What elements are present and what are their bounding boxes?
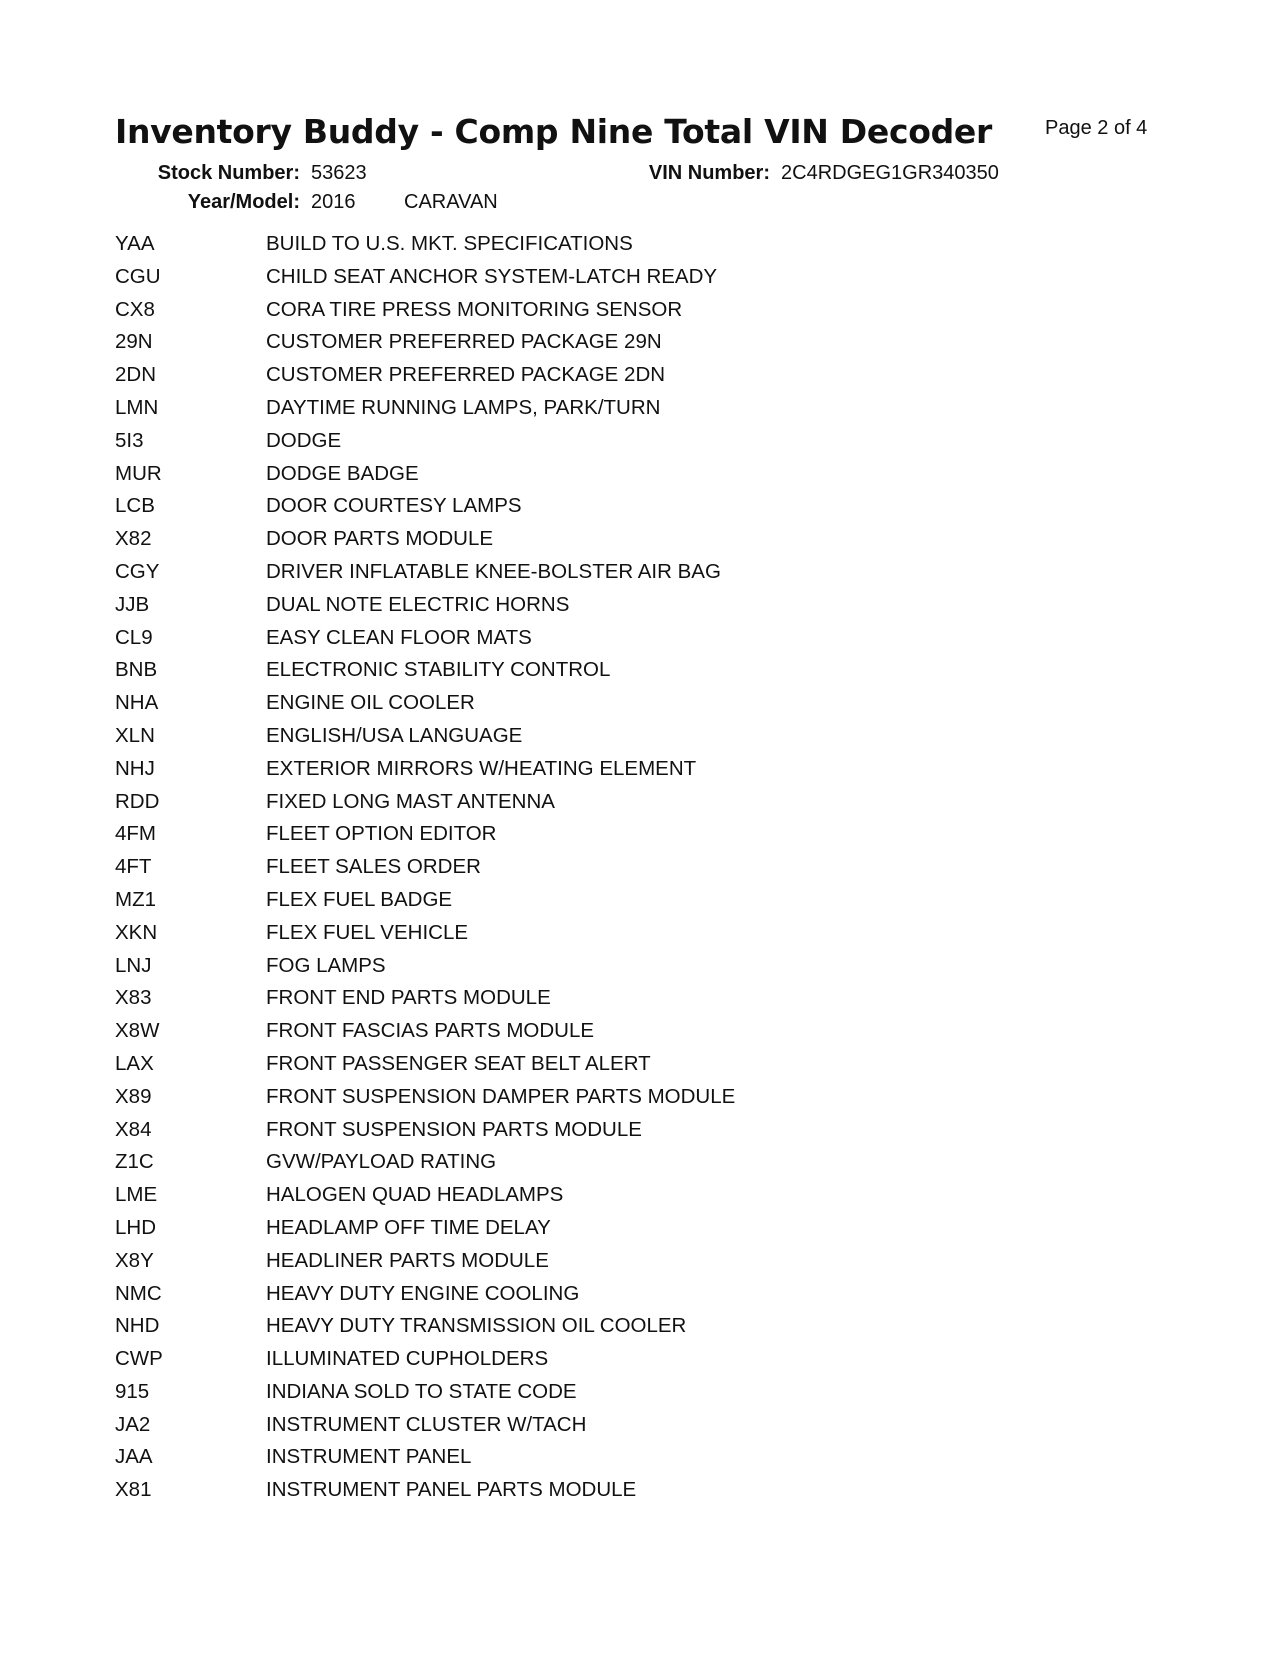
option-description: HEADLAMP OFF TIME DELAY <box>266 1215 551 1239</box>
option-row <box>115 589 1115 622</box>
option-row <box>115 1376 1115 1409</box>
option-description: FRONT SUSPENSION DAMPER PARTS MODULE <box>266 1084 736 1108</box>
option-description: INSTRUMENT PANEL PARTS MODULE <box>266 1478 637 1502</box>
option-code: 4FM <box>115 822 156 846</box>
option-row <box>115 294 1115 327</box>
option-code: NHD <box>115 1314 160 1338</box>
option-row <box>115 359 1115 392</box>
option-description: CUSTOMER PREFERRED PACKAGE 2DN <box>266 363 666 387</box>
option-code: NMC <box>115 1281 162 1305</box>
option-row <box>115 818 1115 851</box>
option-row <box>115 1409 1115 1442</box>
option-description: FLEET OPTION EDITOR <box>266 822 497 846</box>
option-code: BNB <box>115 658 158 682</box>
option-description: DAYTIME RUNNING LAMPS, PARK/TURN <box>266 395 661 419</box>
vin-number-label: VIN Number: <box>648 162 770 184</box>
option-description: CHILD SEAT ANCHOR SYSTEM-LATCH READY <box>266 264 718 288</box>
option-row <box>115 884 1115 917</box>
option-code: X83 <box>115 986 152 1010</box>
page-title: Inventory Buddy - Comp Nine Total VIN Decoder <box>115 112 992 151</box>
option-code: LCB <box>115 494 155 518</box>
option-row <box>115 1310 1115 1343</box>
option-description: DOOR COURTESY LAMPS <box>266 494 522 518</box>
option-row <box>115 326 1115 359</box>
option-row <box>115 917 1115 950</box>
option-description: DRIVER INFLATABLE KNEE-BOLSTER AIR BAG <box>266 559 721 583</box>
option-description: INSTRUMENT PANEL <box>266 1445 472 1469</box>
option-description: EASY CLEAN FLOOR MATS <box>266 625 532 649</box>
option-row <box>115 1474 1115 1507</box>
model-value: CARAVAN <box>404 191 498 213</box>
option-description: FRONT END PARTS MODULE <box>266 986 551 1010</box>
option-description: FLEX FUEL BADGE <box>266 887 453 911</box>
option-code: CGY <box>115 559 160 583</box>
option-row <box>115 490 1115 523</box>
option-code: X81 <box>115 1478 152 1502</box>
option-description: CORA TIRE PRESS MONITORING SENSOR <box>266 297 683 321</box>
option-description: BUILD TO U.S. MKT. SPECIFICATIONS <box>266 232 633 255</box>
option-row <box>115 1212 1115 1245</box>
option-description: FOG LAMPS <box>266 953 386 977</box>
option-row <box>115 1146 1115 1179</box>
option-code: XLN <box>115 723 155 747</box>
option-description: DOOR PARTS MODULE <box>266 527 494 551</box>
option-code: CL9 <box>115 625 153 649</box>
option-row <box>115 753 1115 786</box>
option-row <box>115 1081 1115 1114</box>
option-row <box>115 1245 1115 1278</box>
option-code: LMN <box>115 395 159 419</box>
option-row <box>115 1179 1115 1212</box>
option-row <box>115 1015 1115 1048</box>
option-description: FRONT PASSENGER SEAT BELT ALERT <box>266 1051 651 1075</box>
option-code: X82 <box>115 527 152 551</box>
option-row <box>115 1343 1115 1376</box>
stock-number-label: Stock Number: <box>157 162 300 184</box>
option-row <box>115 687 1115 720</box>
option-code: JA2 <box>115 1412 151 1436</box>
option-row <box>115 654 1115 687</box>
option-row <box>115 392 1115 425</box>
option-description: ILLUMINATED CUPHOLDERS <box>266 1347 549 1371</box>
option-description: INSTRUMENT CLUSTER W/TACH <box>266 1412 587 1436</box>
option-description: ELECTRONIC STABILITY CONTROL <box>266 658 611 682</box>
option-code: 5I3 <box>115 428 144 452</box>
option-description: ENGINE OIL COOLER <box>266 691 475 715</box>
option-description: FRONT SUSPENSION PARTS MODULE <box>266 1117 642 1141</box>
option-row <box>115 1048 1115 1081</box>
option-row <box>115 523 1115 556</box>
option-code: RDD <box>115 789 160 813</box>
option-description: FLEX FUEL VEHICLE <box>266 920 469 944</box>
option-code: 29N <box>115 330 153 354</box>
option-description: FIXED LONG MAST ANTENNA <box>266 789 555 813</box>
option-code: 2DN <box>115 363 157 387</box>
option-code: 915 <box>115 1379 150 1403</box>
option-row <box>115 720 1115 753</box>
option-code: MZ1 <box>115 887 156 911</box>
option-row <box>115 950 1115 983</box>
option-description: HALOGEN QUAD HEADLAMPS <box>266 1183 564 1207</box>
option-code: CX8 <box>115 297 155 321</box>
option-description: DODGE BADGE <box>266 461 419 485</box>
option-description: HEADLINER PARTS MODULE <box>266 1248 549 1272</box>
option-description: INDIANA SOLD TO STATE CODE <box>266 1379 577 1403</box>
option-row <box>115 851 1115 884</box>
option-code: LNJ <box>115 953 152 977</box>
option-code: JAA <box>115 1445 153 1469</box>
option-code: X89 <box>115 1084 152 1108</box>
option-code: MUR <box>115 461 162 485</box>
option-code: NHJ <box>115 756 155 780</box>
option-code: X8Y <box>115 1248 154 1272</box>
option-row <box>115 1278 1115 1311</box>
option-row <box>115 622 1115 655</box>
page-indicator: Page 2 of 4 <box>1045 117 1148 139</box>
stock-number-value: 53623 <box>311 162 367 184</box>
option-description: HEAVY DUTY TRANSMISSION OIL COOLER <box>266 1314 687 1338</box>
option-row <box>115 425 1115 458</box>
option-code: LAX <box>115 1051 154 1075</box>
option-code: CWP <box>115 1347 163 1371</box>
option-row <box>115 1114 1115 1147</box>
year-model-label: Year/Model: <box>187 191 300 213</box>
option-code: X8W <box>115 1019 160 1043</box>
option-code-list <box>115 228 1115 1507</box>
option-code: LME <box>115 1183 158 1207</box>
option-code: XKN <box>115 920 158 944</box>
option-row <box>115 458 1115 491</box>
option-code: CGU <box>115 264 161 288</box>
option-row <box>115 982 1115 1015</box>
vin-number-value: 2C4RDGEG1GR340350 <box>781 162 999 184</box>
option-description: EXTERIOR MIRRORS W/HEATING ELEMENT <box>266 756 697 780</box>
option-row <box>115 556 1115 589</box>
year-value: 2016 <box>311 191 356 213</box>
option-description: DODGE <box>266 428 342 452</box>
option-code: 4FT <box>115 855 152 879</box>
option-row <box>115 261 1115 294</box>
option-code: NHA <box>115 691 159 715</box>
option-row <box>115 228 1115 261</box>
option-description: CUSTOMER PREFERRED PACKAGE 29N <box>266 330 662 354</box>
option-row <box>115 1441 1115 1474</box>
option-description: GVW/PAYLOAD RATING <box>266 1150 497 1174</box>
option-code: Z1C <box>115 1150 154 1174</box>
option-code: JJB <box>115 592 150 616</box>
option-description: FRONT FASCIAS PARTS MODULE <box>266 1019 595 1043</box>
option-description: ENGLISH/USA LANGUAGE <box>266 723 523 747</box>
option-code: X84 <box>115 1117 152 1141</box>
option-description: HEAVY DUTY ENGINE COOLING <box>266 1281 580 1305</box>
option-description: FLEET SALES ORDER <box>266 855 481 879</box>
option-description: DUAL NOTE ELECTRIC HORNS <box>266 592 570 616</box>
option-code: LHD <box>115 1215 157 1239</box>
option-code: YAA <box>115 232 155 255</box>
option-row <box>115 786 1115 819</box>
